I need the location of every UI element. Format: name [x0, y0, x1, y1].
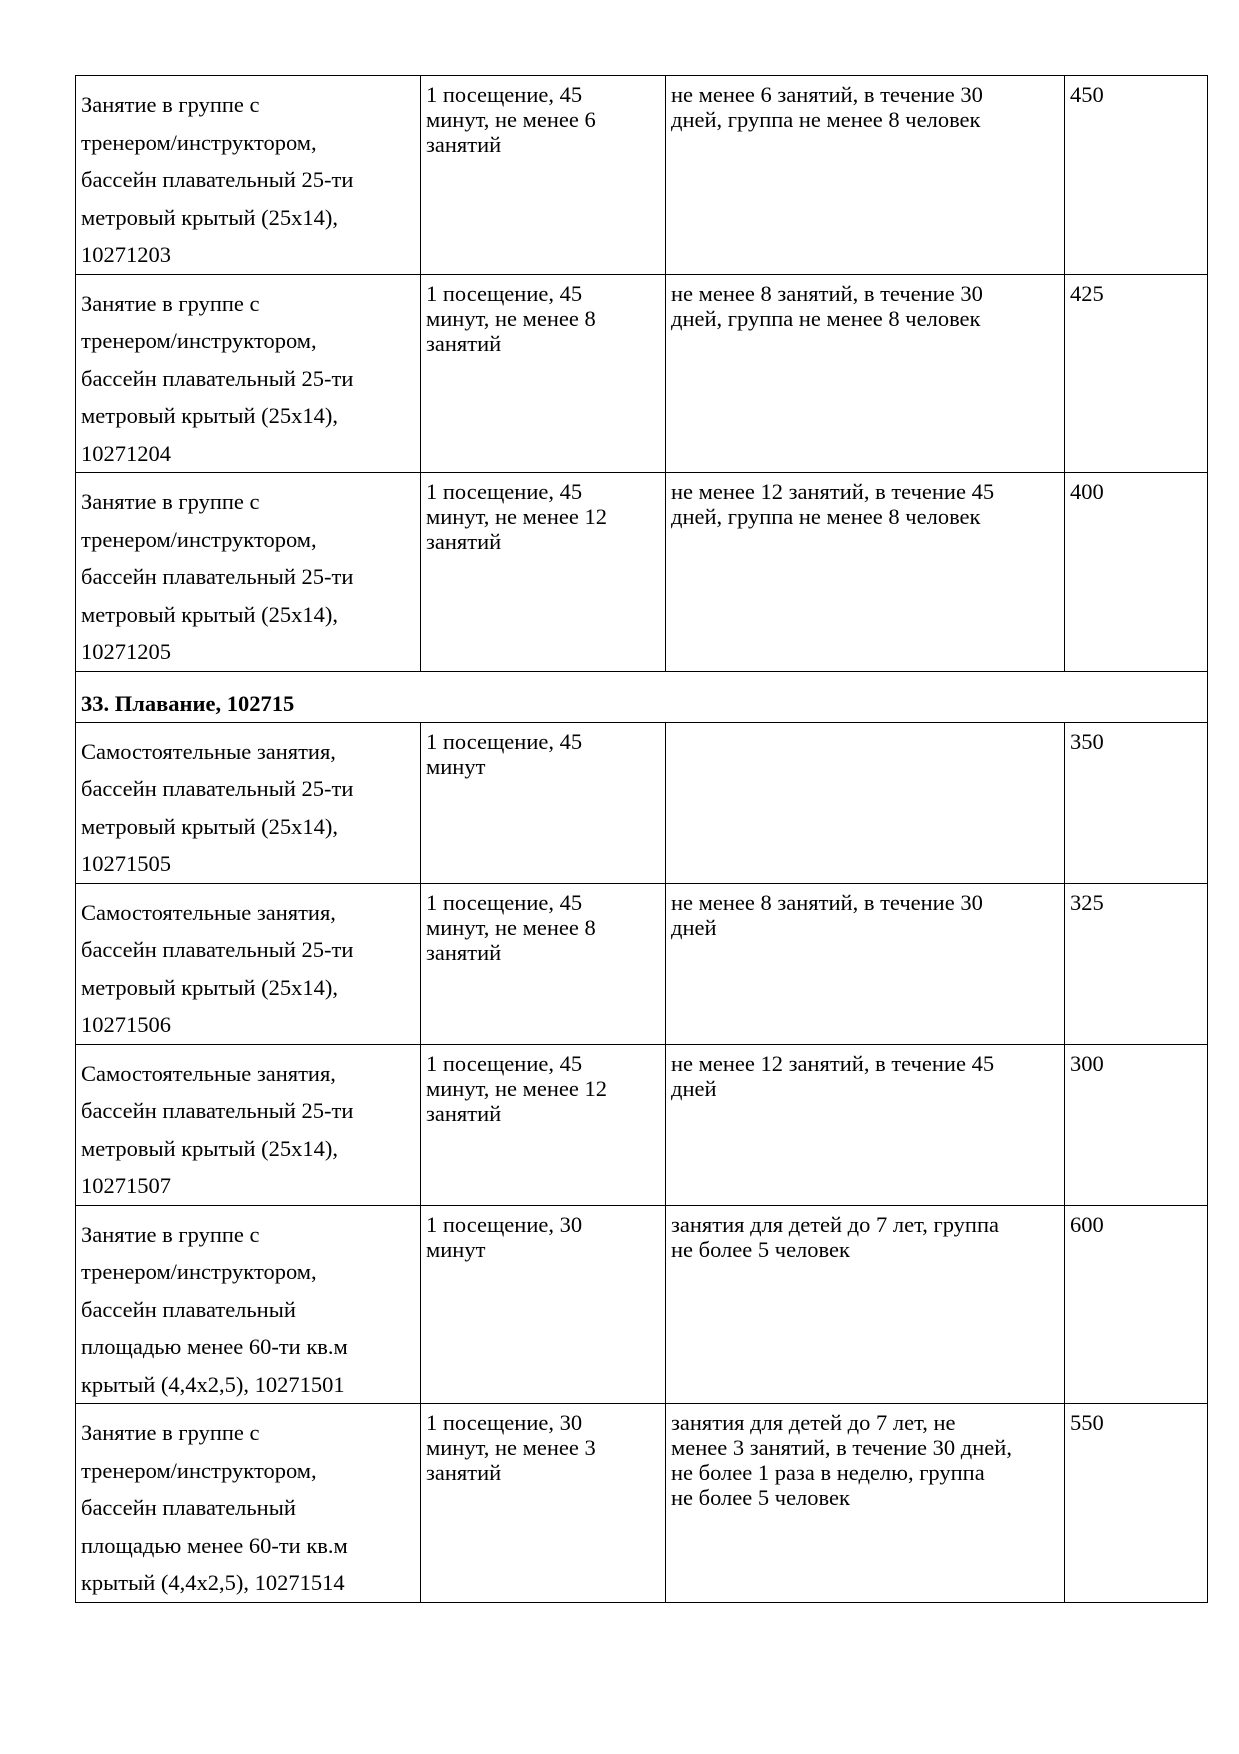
table-row — [76, 722, 1208, 883]
service-name-cell: Занятие в группе с тренером/инструктором, бассейн плавательный 25-ти метровый крытый (25х14), 10271205 — [76, 473, 421, 672]
service-name-cell: Самостоятельные занятия, бассейн плавательный 25-ти метровый крытый (25х14), 10271505 — [76, 722, 421, 883]
service-name-cell: Самостоятельные занятия, бассейн плавательный 25-ти метровый крытый (25х14), 10271506 — [76, 883, 421, 1044]
conditions-cell: не менее 6 занятий, в течение 30 дней, группа не менее 8 человек — [666, 76, 1065, 275]
price-cell: 400 — [1065, 473, 1208, 672]
section-heading-row — [76, 671, 1208, 722]
table-row — [76, 76, 1208, 275]
price-cell: 300 — [1065, 1044, 1208, 1205]
service-name-cell: Занятие в группе с тренером/инструктором, бассейн плавательный 25-ти метровый крытый (25х14), 10271204 — [76, 274, 421, 473]
table-row — [76, 1044, 1208, 1205]
table-row — [76, 1205, 1208, 1404]
service-name-cell: Занятие в группе с тренером/инструктором, бассейн плавательный площадью менее 60-ти кв.м крытый (4,4х2,5), 10271501 — [76, 1205, 421, 1404]
price-cell: 350 — [1065, 722, 1208, 883]
service-name-cell: Занятие в группе с тренером/инструктором, бассейн плавательный 25-ти метровый крытый (25х14), 10271203 — [76, 76, 421, 275]
conditions-cell: занятия для детей до 7 лет, группа не более 5 человек — [666, 1205, 1065, 1404]
visit-cell: 1 посещение, 45 минут, не менее 8 занятий — [421, 883, 666, 1044]
visit-cell: 1 посещение, 45 минут — [421, 722, 666, 883]
document-page — [75, 75, 1167, 1603]
section-title: 33. Плавание, 102715 — [76, 671, 1208, 722]
conditions-cell: не менее 12 занятий, в течение 45 дней, группа не менее 8 человек — [666, 473, 1065, 672]
price-cell: 600 — [1065, 1205, 1208, 1404]
conditions-cell: не менее 12 занятий, в течение 45 дней — [666, 1044, 1065, 1205]
visit-cell: 1 посещение, 45 минут, не менее 6 занятий — [421, 76, 666, 275]
table-row — [76, 1404, 1208, 1603]
conditions-cell: не менее 8 занятий, в течение 30 дней, группа не менее 8 человек — [666, 274, 1065, 473]
visit-cell: 1 посещение, 45 минут, не менее 12 занятий — [421, 473, 666, 672]
visit-cell: 1 посещение, 30 минут — [421, 1205, 666, 1404]
price-cell: 325 — [1065, 883, 1208, 1044]
visit-cell: 1 посещение, 45 минут, не менее 8 занятий — [421, 274, 666, 473]
conditions-cell: занятия для детей до 7 лет, не менее 3 занятий, в течение 30 дней, не более 1 раза в неделю, группа не более 5 человек — [666, 1404, 1065, 1603]
visit-cell: 1 посещение, 30 минут, не менее 3 занятий — [421, 1404, 666, 1603]
service-name-cell: Самостоятельные занятия, бассейн плавательный 25-ти метровый крытый (25х14), 10271507 — [76, 1044, 421, 1205]
conditions-cell — [666, 722, 1065, 883]
conditions-cell: не менее 8 занятий, в течение 30 дней — [666, 883, 1065, 1044]
table-row — [76, 883, 1208, 1044]
price-cell: 450 — [1065, 76, 1208, 275]
price-table — [75, 75, 1208, 1603]
price-cell: 550 — [1065, 1404, 1208, 1603]
price-cell: 425 — [1065, 274, 1208, 473]
service-name-cell: Занятие в группе с тренером/инструктором, бассейн плавательный площадью менее 60-ти кв.м крытый (4,4х2,5), 10271514 — [76, 1404, 421, 1603]
table-row — [76, 473, 1208, 672]
visit-cell: 1 посещение, 45 минут, не менее 12 занятий — [421, 1044, 666, 1205]
table-row — [76, 274, 1208, 473]
